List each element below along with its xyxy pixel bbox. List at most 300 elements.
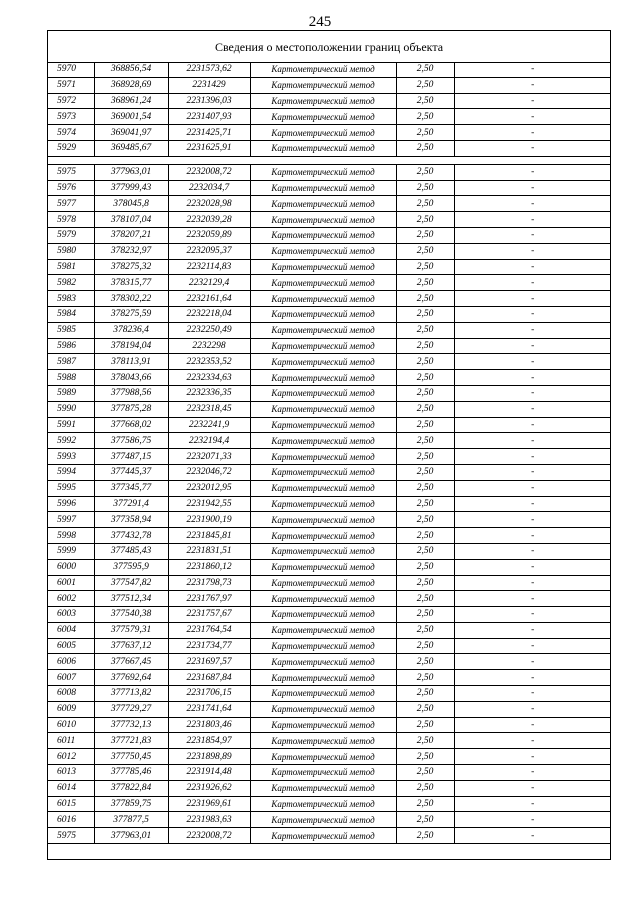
table-row — [48, 607, 611, 623]
point-number-cell: 5991 — [48, 417, 94, 433]
x-coordinate-cell: 378275,32 — [94, 259, 168, 275]
method-cell: Картометрический метод — [250, 354, 396, 370]
y-coordinate-cell: 2232298 — [168, 338, 250, 354]
y-coordinate-cell: 2231734,77 — [168, 638, 250, 654]
method-cell: Картометрический метод — [250, 140, 396, 156]
point-number-cell: 5994 — [48, 464, 94, 480]
description-cell: - — [454, 212, 611, 228]
method-cell: Картометрический метод — [250, 607, 396, 623]
table-row — [48, 780, 611, 796]
y-coordinate-cell: 2232334,63 — [168, 370, 250, 386]
description-cell: - — [454, 622, 611, 638]
method-cell: Картометрический метод — [250, 385, 396, 401]
point-number-cell: 5972 — [48, 93, 94, 109]
x-coordinate-cell: 377487,15 — [94, 449, 168, 465]
x-coordinate-cell: 377963,01 — [94, 164, 168, 180]
x-coordinate-cell: 378275,59 — [94, 306, 168, 322]
y-coordinate-cell: 2231854,97 — [168, 733, 250, 749]
description-cell: - — [454, 559, 611, 575]
description-cell: - — [454, 717, 611, 733]
accuracy-cell: 2,50 — [396, 733, 454, 749]
y-coordinate-cell: 2231625,91 — [168, 140, 250, 156]
accuracy-cell: 2,50 — [396, 812, 454, 828]
x-coordinate-cell: 377358,94 — [94, 512, 168, 528]
description-cell: - — [454, 93, 611, 109]
point-number-cell: 5988 — [48, 370, 94, 386]
x-coordinate-cell: 369485,67 — [94, 140, 168, 156]
method-cell: Картометрический метод — [250, 512, 396, 528]
accuracy-cell: 2,50 — [396, 322, 454, 338]
point-number-cell: 6006 — [48, 654, 94, 670]
x-coordinate-cell: 369001,54 — [94, 109, 168, 125]
accuracy-cell: 2,50 — [396, 401, 454, 417]
table-row — [48, 433, 611, 449]
point-number-cell: 5982 — [48, 275, 94, 291]
method-cell: Картометрический метод — [250, 749, 396, 765]
table-row — [48, 464, 611, 480]
y-coordinate-cell: 2231831,51 — [168, 543, 250, 559]
point-number-cell: 6014 — [48, 780, 94, 796]
point-number-cell: 5929 — [48, 140, 94, 156]
accuracy-cell: 2,50 — [396, 370, 454, 386]
table-row — [48, 717, 611, 733]
point-number-cell: 5970 — [48, 62, 94, 77]
y-coordinate-cell: 2231396,03 — [168, 93, 250, 109]
accuracy-cell: 2,50 — [396, 109, 454, 125]
table-row — [48, 449, 611, 465]
accuracy-cell: 2,50 — [396, 77, 454, 93]
description-cell: - — [454, 275, 611, 291]
accuracy-cell: 2,50 — [396, 670, 454, 686]
method-cell: Картометрический метод — [250, 93, 396, 109]
point-number-cell: 5992 — [48, 433, 94, 449]
y-coordinate-cell: 2231757,67 — [168, 607, 250, 623]
x-coordinate-cell: 378194,04 — [94, 338, 168, 354]
point-number-cell: 5973 — [48, 109, 94, 125]
y-coordinate-cell: 2231845,81 — [168, 528, 250, 544]
table-row — [48, 512, 611, 528]
accuracy-cell: 2,50 — [396, 164, 454, 180]
description-cell: - — [454, 385, 611, 401]
x-coordinate-cell: 378232,97 — [94, 243, 168, 259]
x-coordinate-cell: 378113,91 — [94, 354, 168, 370]
method-cell: Картометрический метод — [250, 259, 396, 275]
accuracy-cell: 2,50 — [396, 449, 454, 465]
description-cell: - — [454, 828, 611, 844]
method-cell: Картометрический метод — [250, 559, 396, 575]
y-coordinate-cell: 2231914,48 — [168, 765, 250, 781]
x-coordinate-cell: 377999,43 — [94, 180, 168, 196]
accuracy-cell: 2,50 — [396, 528, 454, 544]
point-number-cell: 5998 — [48, 528, 94, 544]
table-row — [48, 638, 611, 654]
x-coordinate-cell: 378315,77 — [94, 275, 168, 291]
x-coordinate-cell: 368961,24 — [94, 93, 168, 109]
method-cell: Картометрический метод — [250, 622, 396, 638]
x-coordinate-cell: 377586,75 — [94, 433, 168, 449]
method-cell: Картометрический метод — [250, 212, 396, 228]
x-coordinate-cell: 378107,04 — [94, 212, 168, 228]
x-coordinate-cell: 377875,28 — [94, 401, 168, 417]
description-cell: - — [454, 125, 611, 141]
accuracy-cell: 2,50 — [396, 559, 454, 575]
description-cell: - — [454, 670, 611, 686]
table-row — [48, 77, 611, 93]
accuracy-cell: 2,50 — [396, 93, 454, 109]
method-cell: Картометрический метод — [250, 322, 396, 338]
accuracy-cell: 2,50 — [396, 575, 454, 591]
accuracy-cell: 2,50 — [396, 765, 454, 781]
y-coordinate-cell: 2232071,33 — [168, 449, 250, 465]
method-cell: Картометрический метод — [250, 196, 396, 212]
y-coordinate-cell: 2232008,72 — [168, 828, 250, 844]
x-coordinate-cell: 377540,38 — [94, 607, 168, 623]
description-cell: - — [454, 109, 611, 125]
y-coordinate-cell: 2232218,04 — [168, 306, 250, 322]
y-coordinate-cell: 2231407,93 — [168, 109, 250, 125]
x-coordinate-cell: 377785,46 — [94, 765, 168, 781]
table-row — [48, 109, 611, 125]
method-cell: Картометрический метод — [250, 62, 396, 77]
description-cell: - — [454, 306, 611, 322]
method-cell: Картометрический метод — [250, 496, 396, 512]
description-cell: - — [454, 291, 611, 307]
accuracy-cell: 2,50 — [396, 638, 454, 654]
x-coordinate-cell: 377432,78 — [94, 528, 168, 544]
y-coordinate-cell: 2232194,4 — [168, 433, 250, 449]
point-number-cell: 5983 — [48, 291, 94, 307]
accuracy-cell: 2,50 — [396, 828, 454, 844]
point-number-cell: 6005 — [48, 638, 94, 654]
method-cell: Картометрический метод — [250, 765, 396, 781]
accuracy-cell: 2,50 — [396, 385, 454, 401]
description-cell: - — [454, 401, 611, 417]
description-cell: - — [454, 654, 611, 670]
point-number-cell: 5980 — [48, 243, 94, 259]
accuracy-cell: 2,50 — [396, 480, 454, 496]
table-row — [48, 370, 611, 386]
y-coordinate-cell: 2232039,28 — [168, 212, 250, 228]
point-number-cell: 6016 — [48, 812, 94, 828]
y-coordinate-cell: 2231898,89 — [168, 749, 250, 765]
method-cell: Картометрический метод — [250, 528, 396, 544]
x-coordinate-cell: 377345,77 — [94, 480, 168, 496]
description-cell: - — [454, 496, 611, 512]
table-row — [48, 140, 611, 156]
description-cell: - — [454, 464, 611, 480]
table-row — [48, 765, 611, 781]
point-number-cell: 5997 — [48, 512, 94, 528]
y-coordinate-cell: 2231798,73 — [168, 575, 250, 591]
method-cell: Картометрический метод — [250, 575, 396, 591]
y-coordinate-cell: 2232095,37 — [168, 243, 250, 259]
point-number-cell: 6011 — [48, 733, 94, 749]
accuracy-cell: 2,50 — [396, 306, 454, 322]
y-coordinate-cell: 2231860,12 — [168, 559, 250, 575]
point-number-cell: 6009 — [48, 701, 94, 717]
accuracy-cell: 2,50 — [396, 464, 454, 480]
description-cell: - — [454, 812, 611, 828]
y-coordinate-cell: 2231687,84 — [168, 670, 250, 686]
description-cell: - — [454, 338, 611, 354]
x-coordinate-cell: 377732,13 — [94, 717, 168, 733]
description-cell: - — [454, 62, 611, 77]
table-row — [48, 227, 611, 243]
description-cell: - — [454, 607, 611, 623]
accuracy-cell: 2,50 — [396, 780, 454, 796]
table-row — [48, 496, 611, 512]
method-cell: Картометрический метод — [250, 480, 396, 496]
description-cell: - — [454, 749, 611, 765]
y-coordinate-cell: 2232034,7 — [168, 180, 250, 196]
description-cell: - — [454, 543, 611, 559]
x-coordinate-cell: 377595,9 — [94, 559, 168, 575]
accuracy-cell: 2,50 — [396, 259, 454, 275]
accuracy-cell: 2,50 — [396, 212, 454, 228]
method-cell: Картометрический метод — [250, 401, 396, 417]
point-number-cell: 5985 — [48, 322, 94, 338]
description-cell: - — [454, 512, 611, 528]
description-cell: - — [454, 480, 611, 496]
point-number-cell: 6015 — [48, 796, 94, 812]
y-coordinate-cell: 2231741,64 — [168, 701, 250, 717]
table-row — [48, 401, 611, 417]
method-cell: Картометрический метод — [250, 812, 396, 828]
y-coordinate-cell: 2232012,95 — [168, 480, 250, 496]
point-number-cell: 5986 — [48, 338, 94, 354]
x-coordinate-cell: 377291,4 — [94, 496, 168, 512]
x-coordinate-cell: 377750,45 — [94, 749, 168, 765]
accuracy-cell: 2,50 — [396, 180, 454, 196]
point-number-cell: 6003 — [48, 607, 94, 623]
table-row — [48, 354, 611, 370]
point-number-cell: 5987 — [48, 354, 94, 370]
table-row — [48, 686, 611, 702]
point-number-cell: 5974 — [48, 125, 94, 141]
x-coordinate-cell: 378045,8 — [94, 196, 168, 212]
table-row — [48, 749, 611, 765]
y-coordinate-cell: 2231900,19 — [168, 512, 250, 528]
y-coordinate-cell: 2231764,54 — [168, 622, 250, 638]
y-coordinate-cell: 2231425,71 — [168, 125, 250, 141]
point-number-cell: 5996 — [48, 496, 94, 512]
y-coordinate-cell: 2232028,98 — [168, 196, 250, 212]
table-row — [48, 796, 611, 812]
table-row — [48, 338, 611, 354]
table-row — [48, 733, 611, 749]
accuracy-cell: 2,50 — [396, 227, 454, 243]
description-cell: - — [454, 528, 611, 544]
accuracy-cell: 2,50 — [396, 338, 454, 354]
x-coordinate-cell: 368928,69 — [94, 77, 168, 93]
point-number-cell: 5984 — [48, 306, 94, 322]
method-cell: Картометрический метод — [250, 227, 396, 243]
x-coordinate-cell: 377988,56 — [94, 385, 168, 401]
x-coordinate-cell: 377667,45 — [94, 654, 168, 670]
y-coordinate-cell: 2232008,72 — [168, 164, 250, 180]
table-row — [48, 125, 611, 141]
accuracy-cell: 2,50 — [396, 125, 454, 141]
table-row — [48, 259, 611, 275]
method-cell: Картометрический метод — [250, 109, 396, 125]
method-cell: Картометрический метод — [250, 701, 396, 717]
table-row — [48, 417, 611, 433]
point-number-cell: 6010 — [48, 717, 94, 733]
x-coordinate-cell: 377721,83 — [94, 733, 168, 749]
method-cell: Картометрический метод — [250, 780, 396, 796]
description-cell: - — [454, 449, 611, 465]
method-cell: Картометрический метод — [250, 828, 396, 844]
description-cell: - — [454, 354, 611, 370]
method-cell: Картометрический метод — [250, 125, 396, 141]
point-number-cell: 6013 — [48, 765, 94, 781]
x-coordinate-cell: 378236,4 — [94, 322, 168, 338]
table-row — [48, 591, 611, 607]
y-coordinate-cell: 2231706,15 — [168, 686, 250, 702]
table-row — [48, 559, 611, 575]
point-number-cell: 5976 — [48, 180, 94, 196]
accuracy-cell: 2,50 — [396, 686, 454, 702]
x-coordinate-cell: 377963,01 — [94, 828, 168, 844]
y-coordinate-cell: 2232318,45 — [168, 401, 250, 417]
x-coordinate-cell: 377579,31 — [94, 622, 168, 638]
table-row — [48, 528, 611, 544]
x-coordinate-cell: 377877,5 — [94, 812, 168, 828]
x-coordinate-cell: 369041,97 — [94, 125, 168, 141]
description-cell: - — [454, 433, 611, 449]
method-cell: Картометрический метод — [250, 717, 396, 733]
table-row — [48, 62, 611, 77]
x-coordinate-cell: 377859,75 — [94, 796, 168, 812]
point-number-cell: 5971 — [48, 77, 94, 93]
description-cell: - — [454, 780, 611, 796]
y-coordinate-cell: 2232161,64 — [168, 291, 250, 307]
accuracy-cell: 2,50 — [396, 433, 454, 449]
table-row — [48, 543, 611, 559]
description-cell: - — [454, 591, 611, 607]
y-coordinate-cell: 2231983,63 — [168, 812, 250, 828]
accuracy-cell: 2,50 — [396, 496, 454, 512]
description-cell: - — [454, 765, 611, 781]
method-cell: Картометрический метод — [250, 591, 396, 607]
point-number-cell: 5978 — [48, 212, 94, 228]
accuracy-cell: 2,50 — [396, 607, 454, 623]
description-cell: - — [454, 164, 611, 180]
y-coordinate-cell: 2231573,62 — [168, 62, 250, 77]
point-number-cell: 5977 — [48, 196, 94, 212]
y-coordinate-cell: 2231969,61 — [168, 796, 250, 812]
method-cell: Картометрический метод — [250, 164, 396, 180]
point-number-cell: 5975 — [48, 828, 94, 844]
y-coordinate-cell: 2232129,4 — [168, 275, 250, 291]
x-coordinate-cell: 368856,54 — [94, 62, 168, 77]
accuracy-cell: 2,50 — [396, 243, 454, 259]
x-coordinate-cell: 378207,21 — [94, 227, 168, 243]
method-cell: Картометрический метод — [250, 417, 396, 433]
table-row — [48, 93, 611, 109]
y-coordinate-cell: 2231942,55 — [168, 496, 250, 512]
page-number: 245 — [308, 14, 332, 30]
y-coordinate-cell: 2232114,83 — [168, 259, 250, 275]
method-cell: Картометрический метод — [250, 543, 396, 559]
description-cell: - — [454, 638, 611, 654]
table-row — [48, 306, 611, 322]
table-row — [48, 654, 611, 670]
point-number-cell: 6008 — [48, 686, 94, 702]
accuracy-cell: 2,50 — [396, 275, 454, 291]
description-cell: - — [454, 370, 611, 386]
point-number-cell: 6002 — [48, 591, 94, 607]
x-coordinate-cell: 378043,66 — [94, 370, 168, 386]
point-number-cell: 6000 — [48, 559, 94, 575]
accuracy-cell: 2,50 — [396, 591, 454, 607]
coordinates-frame — [47, 30, 611, 860]
method-cell: Картометрический метод — [250, 291, 396, 307]
accuracy-cell: 2,50 — [396, 543, 454, 559]
description-cell: - — [454, 243, 611, 259]
point-number-cell: 5975 — [48, 164, 94, 180]
point-number-cell: 6012 — [48, 749, 94, 765]
table-row — [48, 212, 611, 228]
point-number-cell: 6001 — [48, 575, 94, 591]
accuracy-cell: 2,50 — [396, 701, 454, 717]
y-coordinate-cell: 2232046,72 — [168, 464, 250, 480]
method-cell: Картометрический метод — [250, 180, 396, 196]
description-cell: - — [454, 796, 611, 812]
y-coordinate-cell: 2232241,9 — [168, 417, 250, 433]
x-coordinate-cell: 377445,37 — [94, 464, 168, 480]
point-number-cell: 6007 — [48, 670, 94, 686]
method-cell: Картометрический метод — [250, 464, 396, 480]
accuracy-cell: 2,50 — [396, 417, 454, 433]
description-cell: - — [454, 417, 611, 433]
group-separator-cell — [48, 156, 611, 164]
y-coordinate-cell: 2232059,89 — [168, 227, 250, 243]
method-cell: Картометрический метод — [250, 275, 396, 291]
x-coordinate-cell: 377512,34 — [94, 591, 168, 607]
y-coordinate-cell: 2231926,62 — [168, 780, 250, 796]
table-row — [48, 385, 611, 401]
table-row — [48, 275, 611, 291]
x-coordinate-cell: 378302,22 — [94, 291, 168, 307]
x-coordinate-cell: 377547,82 — [94, 575, 168, 591]
table-row — [48, 322, 611, 338]
x-coordinate-cell: 377729,27 — [94, 701, 168, 717]
point-number-cell: 5999 — [48, 543, 94, 559]
table-row — [48, 812, 611, 828]
group-separator-row — [48, 156, 611, 164]
method-cell: Картометрический метод — [250, 370, 396, 386]
point-number-cell: 5995 — [48, 480, 94, 496]
accuracy-cell: 2,50 — [396, 196, 454, 212]
description-cell: - — [454, 701, 611, 717]
x-coordinate-cell: 377692,64 — [94, 670, 168, 686]
x-coordinate-cell: 377485,43 — [94, 543, 168, 559]
description-cell: - — [454, 196, 611, 212]
table-row — [48, 291, 611, 307]
method-cell: Картометрический метод — [250, 654, 396, 670]
coordinates-table — [48, 62, 611, 844]
method-cell: Картометрический метод — [250, 638, 396, 654]
x-coordinate-cell: 377668,02 — [94, 417, 168, 433]
x-coordinate-cell: 377713,82 — [94, 686, 168, 702]
accuracy-cell: 2,50 — [396, 140, 454, 156]
coordinates-table-body — [48, 62, 611, 844]
method-cell: Картометрический метод — [250, 686, 396, 702]
table-row — [48, 196, 611, 212]
y-coordinate-cell: 2231697,57 — [168, 654, 250, 670]
method-cell: Картометрический метод — [250, 243, 396, 259]
